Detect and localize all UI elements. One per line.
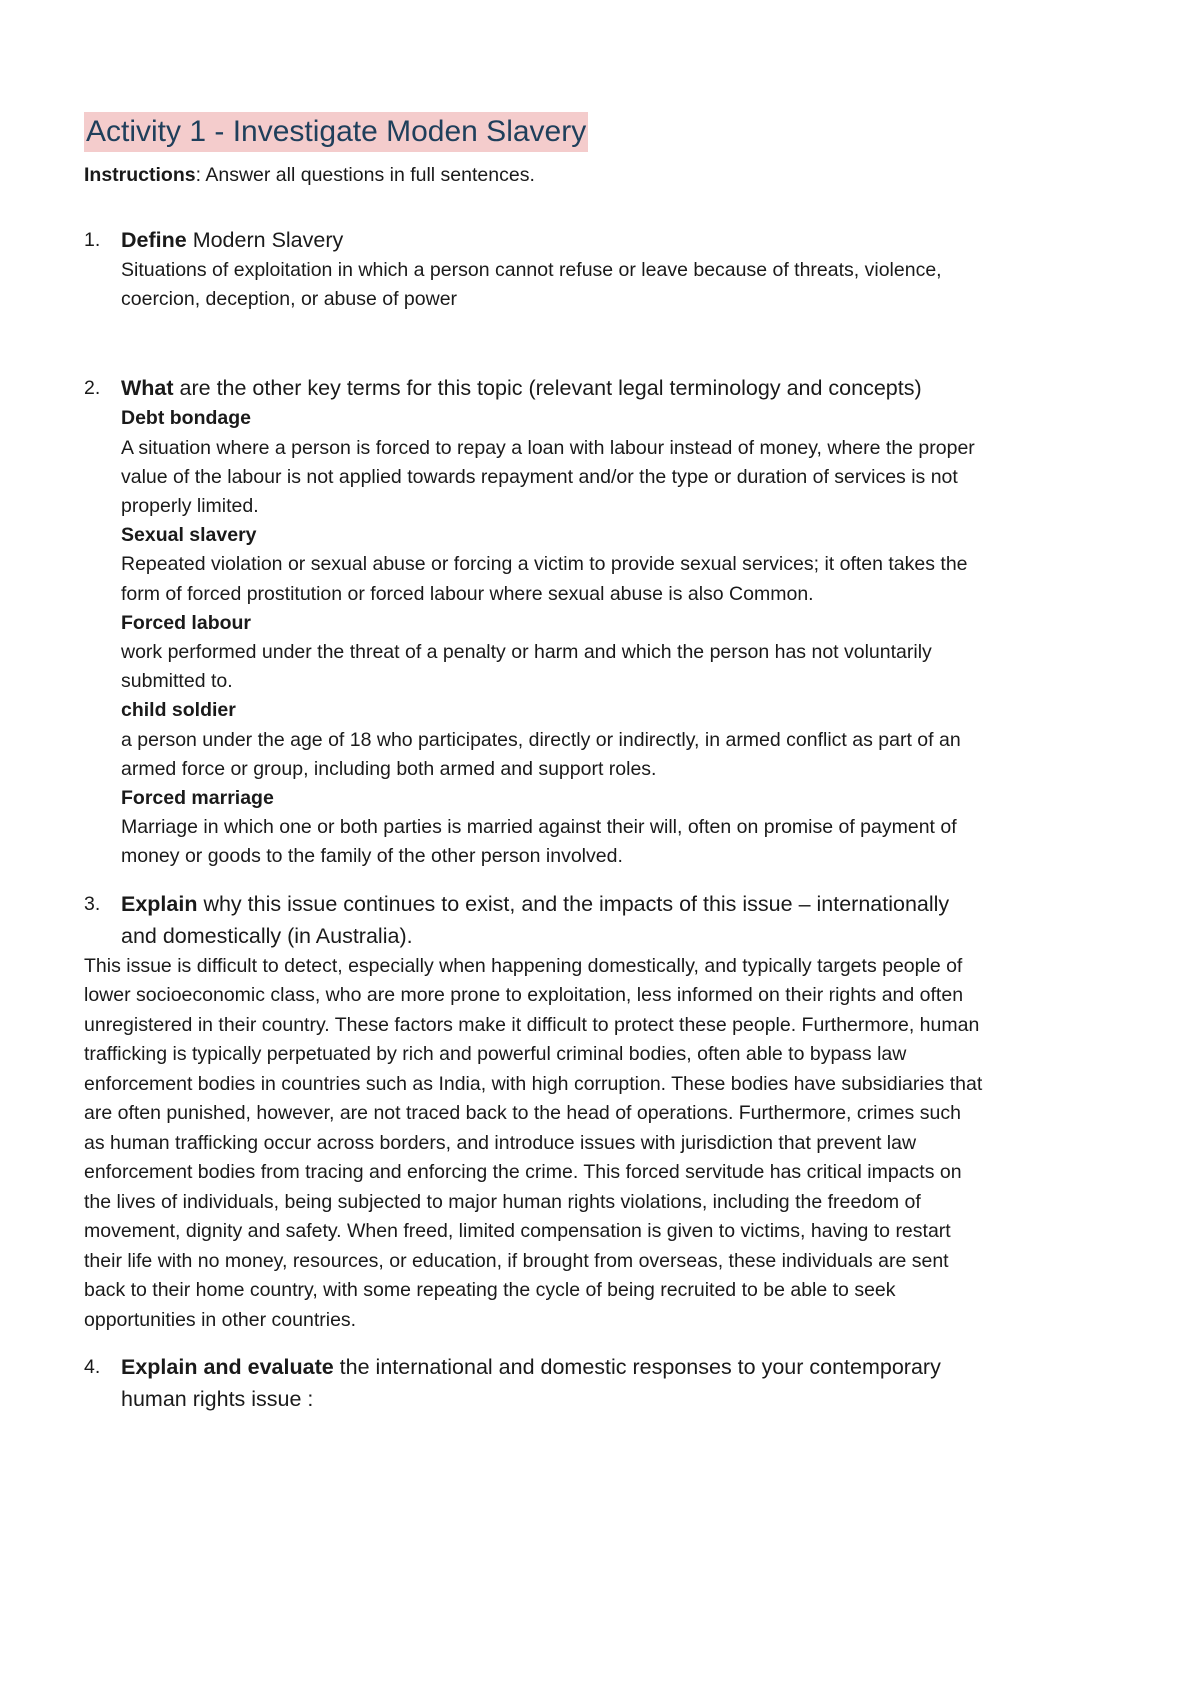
question-text: are the other key terms for this topic (relevant legal terminology and concepts) (173, 376, 922, 401)
instructions-label: Instructions (84, 164, 196, 186)
question-keyword: Define (121, 228, 187, 252)
page-title: Activity 1 - Investigate Moden Slavery (84, 112, 588, 152)
answer-1: Situations of exploitation in which a person cannot refuse or leave because of threats, violence, coercion, deception, or abuse of power (121, 259, 942, 311)
answer-3: This issue is difficult to detect, especially when happening domestically, and typically targets people of lower socioeconomic class, who are more prone to exploitation, less informed on their rights and often unregistered in their country. These factors make it difficult to protect these people. Furthermore, human trafficking is typically perpetuated by rich and powerful criminal bodies, often able to bypass law enforcement bodies in countries such as India, with high corruption. These bodies have subsidiaries that are often punished, however, are not traced back to the head of operations. Furthermore, crimes such as human trafficking occur across borders, and introduce issues with jurisdiction that prevent law enforcement bodies from tracing and enforcing the crime. This forced servitude has critical impacts on the lives of individuals, being subjected to major human rights violations, including the freedom of movement, dignity and safety. When freed, limited compensation is given to victims, having to restart their life with no money, resources, or education, if brought from overseas, these individuals are sent back to their home country, with some repeating the cycle of being recruited to be able to seek opportunities in other countries. (84, 954, 983, 1331)
term-heading: Forced marriage (121, 787, 274, 810)
instructions (84, 162, 984, 188)
question-4 (84, 1351, 984, 1415)
question-text: why this issue continues to exist, and the impacts of this issue – internationally and domestically (in Australia). (121, 891, 950, 948)
question-3 (84, 888, 984, 952)
instructions-text: : Answer all questions in full sentences. (195, 164, 535, 186)
question-number: 3. (84, 892, 101, 915)
question-1 (84, 224, 984, 256)
term-heading: Debt bondage (121, 407, 251, 430)
question-keyword: What (121, 376, 174, 401)
term-heading: Sexual slavery (121, 524, 257, 547)
question-2 (84, 372, 984, 404)
question-keyword: Explain and evaluate (121, 1355, 334, 1380)
term-definition: a person under the age of 18 who participates, directly or indirectly, in armed conflict as part of an armed force or group, including both armed and support roles. (121, 728, 961, 780)
question-number: 1. (84, 229, 101, 251)
term-definition: A situation where a person is forced to repay a loan with labour instead of money, where the proper value of the labour is not applied towards repayment and/or the type or duration of services is not properly limited. (121, 436, 975, 518)
term-definition: Marriage in which one or both parties is married against their will, often on promise of payment of money or goods to the family of the other person involved. (121, 816, 957, 868)
key-terms-list (84, 404, 984, 871)
term-definition: work performed under the threat of a penalty or harm and which the person has not voluntarily submitted to. (121, 641, 932, 693)
question-number: 4. (84, 1356, 101, 1379)
document-page (84, 112, 984, 1415)
term-heading: child soldier (121, 699, 236, 722)
term-heading: Forced labour (121, 611, 252, 634)
question-text: Modern Slavery (186, 228, 344, 252)
question-text: the international and domestic responses to your contemporary human rights issue : (121, 1355, 941, 1412)
question-number: 2. (84, 377, 101, 400)
question-keyword: Explain (121, 891, 198, 916)
term-definition: Repeated violation or sexual abuse or forcing a victim to provide sexual services; it often takes the form of forced prostitution or forced labour where sexual abuse is also Common. (121, 553, 968, 605)
